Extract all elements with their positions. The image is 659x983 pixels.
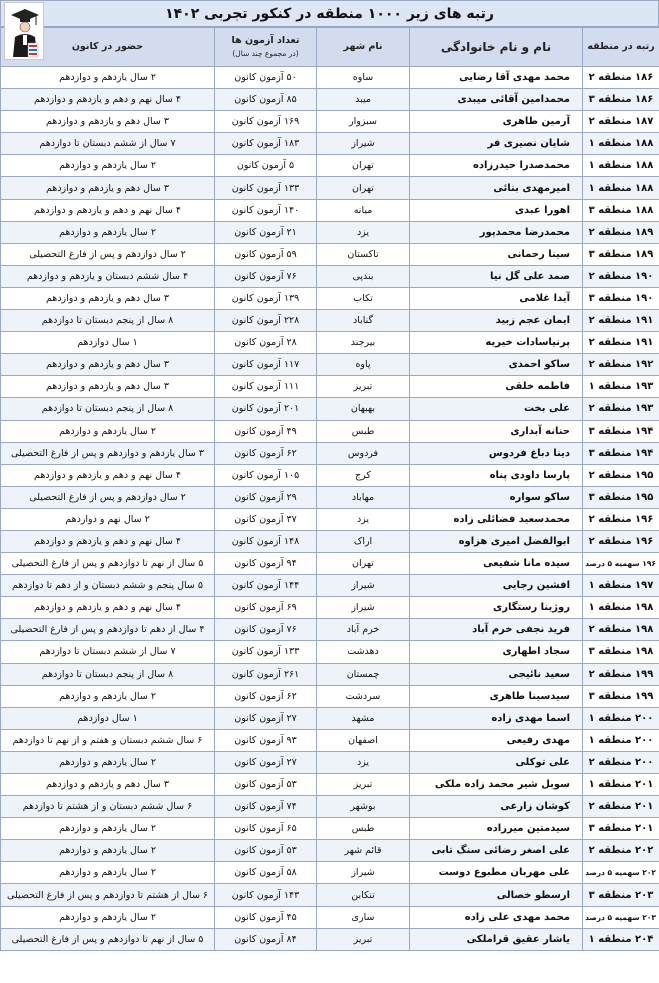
presence-cell: ۳ سال دهم و یازدهم و دوازدهم: [1, 376, 215, 398]
exams-cell: ۵۸ آزمون کانون: [215, 862, 317, 884]
table-row: [1, 420, 659, 442]
table-row: [1, 221, 659, 243]
exams-cell: ۵۹ آزمون کانون: [215, 243, 317, 265]
exams-cell: ۲۰۱ آزمون کانون: [215, 398, 317, 420]
city-cell: سبزوار: [317, 111, 410, 133]
exams-cell: ۹۳ آزمون کانون: [215, 729, 317, 751]
name-cell: ساکو احمدی: [410, 354, 583, 376]
name-cell: ساکو سواره: [410, 486, 583, 508]
rank-cell: ۱۹۳ منطقه ۱: [583, 376, 659, 398]
exams-cell: ۹۴ آزمون کانون: [215, 553, 317, 575]
city-cell: میانه: [317, 199, 410, 221]
rank-cell: ۱۸۸ منطقه ۳: [583, 199, 659, 221]
name-cell: یاشار عقیق قراملکی: [410, 928, 583, 950]
name-cell: حنانه آبداری: [410, 420, 583, 442]
city-cell: طبس: [317, 420, 410, 442]
header-presence: حضور در کانون: [1, 28, 215, 67]
city-cell: خرم آباد: [317, 619, 410, 641]
name-cell: سیده مانا شفیعی: [410, 553, 583, 575]
name-cell: محمد مهدی آقا رضایی: [410, 67, 583, 89]
exams-cell: ۶۲ آزمون کانون: [215, 442, 317, 464]
presence-cell: ۷ سال از ششم دبستان تا دوازدهم: [1, 641, 215, 663]
presence-cell: ۳ سال دهم و یازدهم و دوازدهم: [1, 177, 215, 199]
rank-cell: ۲۰۱ منطقه ۲: [583, 796, 659, 818]
table-row: [1, 243, 659, 265]
header-exams-label: تعداد آزمون ها: [231, 34, 300, 46]
city-cell: ساری: [317, 906, 410, 928]
table-row: [1, 663, 659, 685]
name-cell: سیدمتین میرزاده: [410, 818, 583, 840]
presence-cell: ۵ سال از نهم تا دوازدهم و پس از فارغ التحصیلی: [1, 928, 215, 950]
rank-cell: ۲۰۲ سهمیه ۵ درصد: [583, 862, 659, 884]
table-row: [1, 796, 659, 818]
table-row: [1, 486, 659, 508]
exams-cell: ۱۳۹ آزمون کانون: [215, 287, 317, 309]
table-row: [1, 751, 659, 773]
logo: [4, 2, 44, 60]
table-row: [1, 133, 659, 155]
table-row: [1, 464, 659, 486]
city-cell: بوشهر: [317, 796, 410, 818]
presence-cell: ۲ سال یازدهم و دوازدهم: [1, 862, 215, 884]
presence-cell: ۸ سال از پنجم دبستان تا دوازدهم: [1, 310, 215, 332]
presence-cell: ۴ سال ششم دبستان و یازدهم و دوازدهم: [1, 265, 215, 287]
presence-cell: ۲ سال یازدهم و دوازدهم: [1, 751, 215, 773]
table-row: [1, 155, 659, 177]
table-row: [1, 177, 659, 199]
name-cell: اهورا عبدی: [410, 199, 583, 221]
city-cell: شیراز: [317, 862, 410, 884]
presence-cell: ۸ سال از پنجم دبستان تا دوازدهم: [1, 398, 215, 420]
city-cell: گناباد: [317, 310, 410, 332]
name-cell: ایمان عجم زبید: [410, 310, 583, 332]
presence-cell: ۳ سال دهم و یازدهم و دوازدهم: [1, 287, 215, 309]
name-cell: محمدصدرا حیدرزاده: [410, 155, 583, 177]
name-cell: آیدا غلامی: [410, 287, 583, 309]
city-cell: تنکابن: [317, 884, 410, 906]
exams-cell: ۱۶۹ آزمون کانون: [215, 111, 317, 133]
name-cell: سجاد اطهاری: [410, 641, 583, 663]
table-row: [1, 729, 659, 751]
rank-cell: ۲۰۰ منطقه ۱: [583, 729, 659, 751]
table-row: [1, 508, 659, 530]
exams-cell: ۷۶ آزمون کانون: [215, 265, 317, 287]
rank-cell: ۲۰۰ منطقه ۲: [583, 751, 659, 773]
rank-cell: ۱۹۶ منطقه ۲: [583, 508, 659, 530]
rank-cell: ۱۹۹ منطقه ۲: [583, 663, 659, 685]
table-row: [1, 641, 659, 663]
rank-cell: ۱۹۷ منطقه ۱: [583, 575, 659, 597]
name-cell: صمد علی گل نیا: [410, 265, 583, 287]
rank-cell: ۱۹۳ منطقه ۲: [583, 398, 659, 420]
rank-cell: ۲۰۱ منطقه ۳: [583, 818, 659, 840]
presence-cell: ۴ سال نهم و دهم و یازدهم و دوازدهم: [1, 530, 215, 552]
exams-cell: ۸۵ آزمون کانون: [215, 89, 317, 111]
presence-cell: ۳ سال یازدهم و دوازدهم و پس از فارغ التحصیلی: [1, 442, 215, 464]
presence-cell: ۲ سال دوازدهم و پس از فارغ التحصیلی: [1, 243, 215, 265]
table-row: [1, 332, 659, 354]
exams-cell: ۱۰۵ آزمون کانون: [215, 464, 317, 486]
city-cell: شیراز: [317, 133, 410, 155]
presence-cell: ۲ سال یازدهم و دوازدهم: [1, 685, 215, 707]
presence-cell: ۲ سال یازدهم و دوازدهم: [1, 221, 215, 243]
city-cell: تهران: [317, 177, 410, 199]
rank-table: [0, 27, 659, 951]
logo-graduate-icon: [5, 3, 43, 59]
presence-cell: ۷ سال از ششم دبستان تا دوازدهم: [1, 133, 215, 155]
rank-cell: ۱۹۵ منطقه ۳: [583, 486, 659, 508]
presence-cell: ۶ سال ششم دبستان و از هشتم تا دوازدهم: [1, 796, 215, 818]
table-row: [1, 906, 659, 928]
exams-cell: ۶۲ آزمون کانون: [215, 685, 317, 707]
exams-cell: ۷۶ آزمون کانون: [215, 619, 317, 641]
presence-cell: ۳ سال دهم و یازدهم و دوازدهم: [1, 354, 215, 376]
exams-cell: ۱۴۰ آزمون کانون: [215, 199, 317, 221]
header-name: نام و نام خانوادگی: [410, 28, 583, 67]
presence-cell: ۸ سال از پنجم دبستان تا دوازدهم: [1, 663, 215, 685]
table-row: [1, 199, 659, 221]
name-cell: افشین رجایی: [410, 575, 583, 597]
city-cell: تبریز: [317, 774, 410, 796]
name-cell: سعید نائیجی: [410, 663, 583, 685]
exams-cell: ۱۱۷ آزمون کانون: [215, 354, 317, 376]
name-cell: مهدی رفیعی: [410, 729, 583, 751]
presence-cell: ۱ سال دوازدهم: [1, 707, 215, 729]
exams-cell: ۶۵ آزمون کانون: [215, 818, 317, 840]
rank-cell: ۱۸۸ منطقه ۱: [583, 177, 659, 199]
name-cell: آرمین طاهری: [410, 111, 583, 133]
exams-cell: ۳۷ آزمون کانون: [215, 508, 317, 530]
city-cell: تهران: [317, 553, 410, 575]
presence-cell: ۶ سال از هشتم تا دوازدهم و پس از فارغ التحصیلی: [1, 884, 215, 906]
header-city: نام شهر: [317, 28, 410, 67]
rank-cell: ۱۹۵ منطقه ۲: [583, 464, 659, 486]
presence-cell: ۳ سال دهم و یازدهم و دوازدهم: [1, 774, 215, 796]
rank-cell: ۱۹۴ منطقه ۳: [583, 420, 659, 442]
city-cell: کرج: [317, 464, 410, 486]
city-cell: قائم شهر: [317, 840, 410, 862]
name-cell: محمد مهدی علی زاده: [410, 906, 583, 928]
table-row: [1, 442, 659, 464]
rank-cell: ۱۹۶ منطقه ۲: [583, 530, 659, 552]
table-row: [1, 530, 659, 552]
rank-cell: ۲۰۱ منطقه ۱: [583, 774, 659, 796]
exams-cell: ۵ آزمون کانون: [215, 155, 317, 177]
rank-cell: ۱۹۶ سهمیه ۵ درصد: [583, 553, 659, 575]
exams-cell: ۸۴ آزمون کانون: [215, 928, 317, 950]
presence-cell: ۲ سال دوازدهم و پس از فارغ التحصیلی: [1, 486, 215, 508]
rank-cell: ۱۹۴ منطقه ۳: [583, 442, 659, 464]
city-cell: فردوس: [317, 442, 410, 464]
exams-cell: ۵۳ آزمون کانون: [215, 840, 317, 862]
rank-cell: ۱۹۱ منطقه ۲: [583, 310, 659, 332]
city-cell: شیراز: [317, 575, 410, 597]
city-cell: پاوه: [317, 354, 410, 376]
exams-cell: ۲۶۱ آزمون کانون: [215, 663, 317, 685]
exams-cell: ۲۷ آزمون کانون: [215, 707, 317, 729]
name-cell: ابوالفضل امیری هزاوه: [410, 530, 583, 552]
city-cell: میبد: [317, 89, 410, 111]
table-header-row: [1, 28, 659, 67]
table-row: [1, 818, 659, 840]
presence-cell: ۳ سال دهم و یازدهم و دوازدهم: [1, 111, 215, 133]
city-cell: تهران: [317, 155, 410, 177]
exams-cell: ۱۴۴ آزمون کانون: [215, 575, 317, 597]
table-body: [1, 67, 659, 951]
exams-cell: ۱۳۳ آزمون کانون: [215, 641, 317, 663]
table-row: [1, 884, 659, 906]
name-cell: محمدرضا محمدپور: [410, 221, 583, 243]
exams-cell: ۱۴۳ آزمون کانون: [215, 884, 317, 906]
table-row: [1, 928, 659, 950]
presence-cell: ۲ سال یازدهم و دوازدهم: [1, 67, 215, 89]
table-row: [1, 685, 659, 707]
rank-cell: ۲۰۲ منطقه ۲: [583, 840, 659, 862]
rank-cell: ۱۹۱ منطقه ۲: [583, 332, 659, 354]
rank-cell: ۱۸۶ منطقه ۳: [583, 89, 659, 111]
rank-cell: ۱۹۸ منطقه ۱: [583, 597, 659, 619]
presence-cell: ۴ سال نهم و دهم و یازدهم و دوازدهم: [1, 597, 215, 619]
rank-cell: ۱۸۸ منطقه ۱: [583, 133, 659, 155]
presence-cell: ۲ سال نهم و دوازدهم: [1, 508, 215, 530]
name-cell: فاطمه خلقی: [410, 376, 583, 398]
city-cell: مهاباد: [317, 486, 410, 508]
page-title: رتبه های زیر ۱۰۰۰ منطقه در کنکور تجربی ۱۴۰۲: [0, 0, 659, 27]
table-row: [1, 376, 659, 398]
table-row: [1, 287, 659, 309]
rank-cell: ۱۹۰ منطقه ۳: [583, 287, 659, 309]
name-cell: اسما مهدی زاده: [410, 707, 583, 729]
exams-cell: ۲۱ آزمون کانون: [215, 221, 317, 243]
city-cell: یزد: [317, 751, 410, 773]
name-cell: امیرمهدی بنائی: [410, 177, 583, 199]
header-exams-sub: (در مجموع چند سال): [232, 48, 299, 58]
exams-cell: ۲۹ آزمون کانون: [215, 486, 317, 508]
name-cell: علی اصغر رضائی سنگ تابی: [410, 840, 583, 862]
exams-cell: ۱۱۱ آزمون کانون: [215, 376, 317, 398]
city-cell: تکاب: [317, 287, 410, 309]
presence-cell: ۴ سال نهم و دهم و یازدهم و دوازدهم: [1, 199, 215, 221]
name-cell: فرید نجفی خرم آباد: [410, 619, 583, 641]
presence-cell: ۲ سال یازدهم و دوازدهم: [1, 840, 215, 862]
exams-cell: ۲۸ آزمون کانون: [215, 332, 317, 354]
presence-cell: ۲ سال یازدهم و دوازدهم: [1, 420, 215, 442]
table-row: [1, 265, 659, 287]
rank-cell: ۱۸۶ منطقه ۲: [583, 67, 659, 89]
rank-cell: ۱۹۰ منطقه ۲: [583, 265, 659, 287]
table-row: [1, 619, 659, 641]
table-row: [1, 862, 659, 884]
rank-cell: ۱۸۷ منطقه ۲: [583, 111, 659, 133]
city-cell: تاکستان: [317, 243, 410, 265]
name-cell: روژینا رستگاری: [410, 597, 583, 619]
name-cell: علی بخت: [410, 398, 583, 420]
name-cell: علی توکلی: [410, 751, 583, 773]
rank-cell: ۲۰۳ سهمیه ۵ درصد: [583, 906, 659, 928]
name-cell: علی مهربان مطبوع دوست: [410, 862, 583, 884]
presence-cell: ۴ سال نهم و دهم و یازدهم و دوازدهم: [1, 464, 215, 486]
presence-cell: ۲ سال یازدهم و دوازدهم: [1, 906, 215, 928]
city-cell: ساوه: [317, 67, 410, 89]
table-row: [1, 89, 659, 111]
rank-cell: ۲۰۳ منطقه ۳: [583, 884, 659, 906]
presence-cell: ۵ سال از نهم تا دوازدهم و پس از فارغ التحصیلی: [1, 553, 215, 575]
table-row: [1, 575, 659, 597]
rank-cell: ۱۹۸ منطقه ۳: [583, 641, 659, 663]
city-cell: شیراز: [317, 597, 410, 619]
exams-cell: ۷۴ آزمون کانون: [215, 796, 317, 818]
table-row: [1, 707, 659, 729]
exams-cell: ۱۳۳ آزمون کانون: [215, 177, 317, 199]
city-cell: بیرجند: [317, 332, 410, 354]
presence-cell: ۴ سال نهم و دهم و یازدهم و دوازدهم: [1, 89, 215, 111]
presence-cell: ۲ سال یازدهم و دوازدهم: [1, 818, 215, 840]
name-cell: دینا دباغ فردوس: [410, 442, 583, 464]
table-row: [1, 67, 659, 89]
exams-cell: ۱۸۳ آزمون کانون: [215, 133, 317, 155]
presence-cell: ۴ سال از دهم تا دوازدهم و پس از فارغ التحصیلی: [1, 619, 215, 641]
name-cell: محمدسعید فضائلی زاده: [410, 508, 583, 530]
name-cell: سوبل شیر محمد زاده ملکی: [410, 774, 583, 796]
table-row: [1, 597, 659, 619]
name-cell: ارسطو خصالی: [410, 884, 583, 906]
table-row: [1, 111, 659, 133]
header-rank: رتبه در منطقه: [583, 28, 659, 67]
name-cell: کوشان زارعی: [410, 796, 583, 818]
city-cell: مشهد: [317, 707, 410, 729]
presence-cell: ۲ سال یازدهم و دوازدهم: [1, 155, 215, 177]
exams-cell: ۴۹ آزمون کانون: [215, 420, 317, 442]
exams-cell: ۵۰ آزمون کانون: [215, 67, 317, 89]
city-cell: تبریز: [317, 376, 410, 398]
exams-cell: ۴۵ آزمون کانون: [215, 906, 317, 928]
table-row: [1, 398, 659, 420]
presence-cell: ۵ سال پنجم و ششم دبستان و از دهم تا دوازدهم: [1, 575, 215, 597]
rank-cell: ۱۹۹ منطقه ۳: [583, 685, 659, 707]
rank-cell: ۱۸۸ منطقه ۱: [583, 155, 659, 177]
city-cell: بندپی: [317, 265, 410, 287]
name-cell: پرنیاسادات خیریه: [410, 332, 583, 354]
presence-cell: ۶ سال ششم دبستان و هفتم و از نهم تا دوازدهم: [1, 729, 215, 751]
name-cell: شایان نصیری فر: [410, 133, 583, 155]
rank-cell: ۲۰۴ منطقه ۱: [583, 928, 659, 950]
city-cell: طبس: [317, 818, 410, 840]
rank-cell: ۲۰۰ منطقه ۱: [583, 707, 659, 729]
city-cell: اصفهان: [317, 729, 410, 751]
city-cell: سردشت: [317, 685, 410, 707]
rank-cell: ۱۹۲ منطقه ۲: [583, 354, 659, 376]
table-row: [1, 354, 659, 376]
city-cell: اراک: [317, 530, 410, 552]
rank-cell: ۱۸۹ منطقه ۳: [583, 243, 659, 265]
table-row: [1, 840, 659, 862]
exams-cell: ۵۳ آزمون کانون: [215, 774, 317, 796]
name-cell: محمدامین آقائی میبدی: [410, 89, 583, 111]
name-cell: سینا رحمانی: [410, 243, 583, 265]
city-cell: دهدشت: [317, 641, 410, 663]
name-cell: پارسا داودی پناه: [410, 464, 583, 486]
rank-cell: ۱۹۸ منطقه ۲: [583, 619, 659, 641]
city-cell: چمستان: [317, 663, 410, 685]
rank-cell: ۱۸۹ منطقه ۲: [583, 221, 659, 243]
table-row: [1, 774, 659, 796]
city-cell: تبریز: [317, 928, 410, 950]
exams-cell: ۶۹ آزمون کانون: [215, 597, 317, 619]
table-row: [1, 310, 659, 332]
exams-cell: ۱۴۸ آزمون کانون: [215, 530, 317, 552]
city-cell: یزد: [317, 221, 410, 243]
header-exams: [215, 28, 317, 67]
name-cell: سیدسینا طاهری: [410, 685, 583, 707]
table-row: [1, 553, 659, 575]
presence-cell: ۱ سال دوازدهم: [1, 332, 215, 354]
exams-cell: ۲۲۸ آزمون کانون: [215, 310, 317, 332]
city-cell: بهبهان: [317, 398, 410, 420]
exams-cell: ۲۷ آزمون کانون: [215, 751, 317, 773]
city-cell: یزد: [317, 508, 410, 530]
